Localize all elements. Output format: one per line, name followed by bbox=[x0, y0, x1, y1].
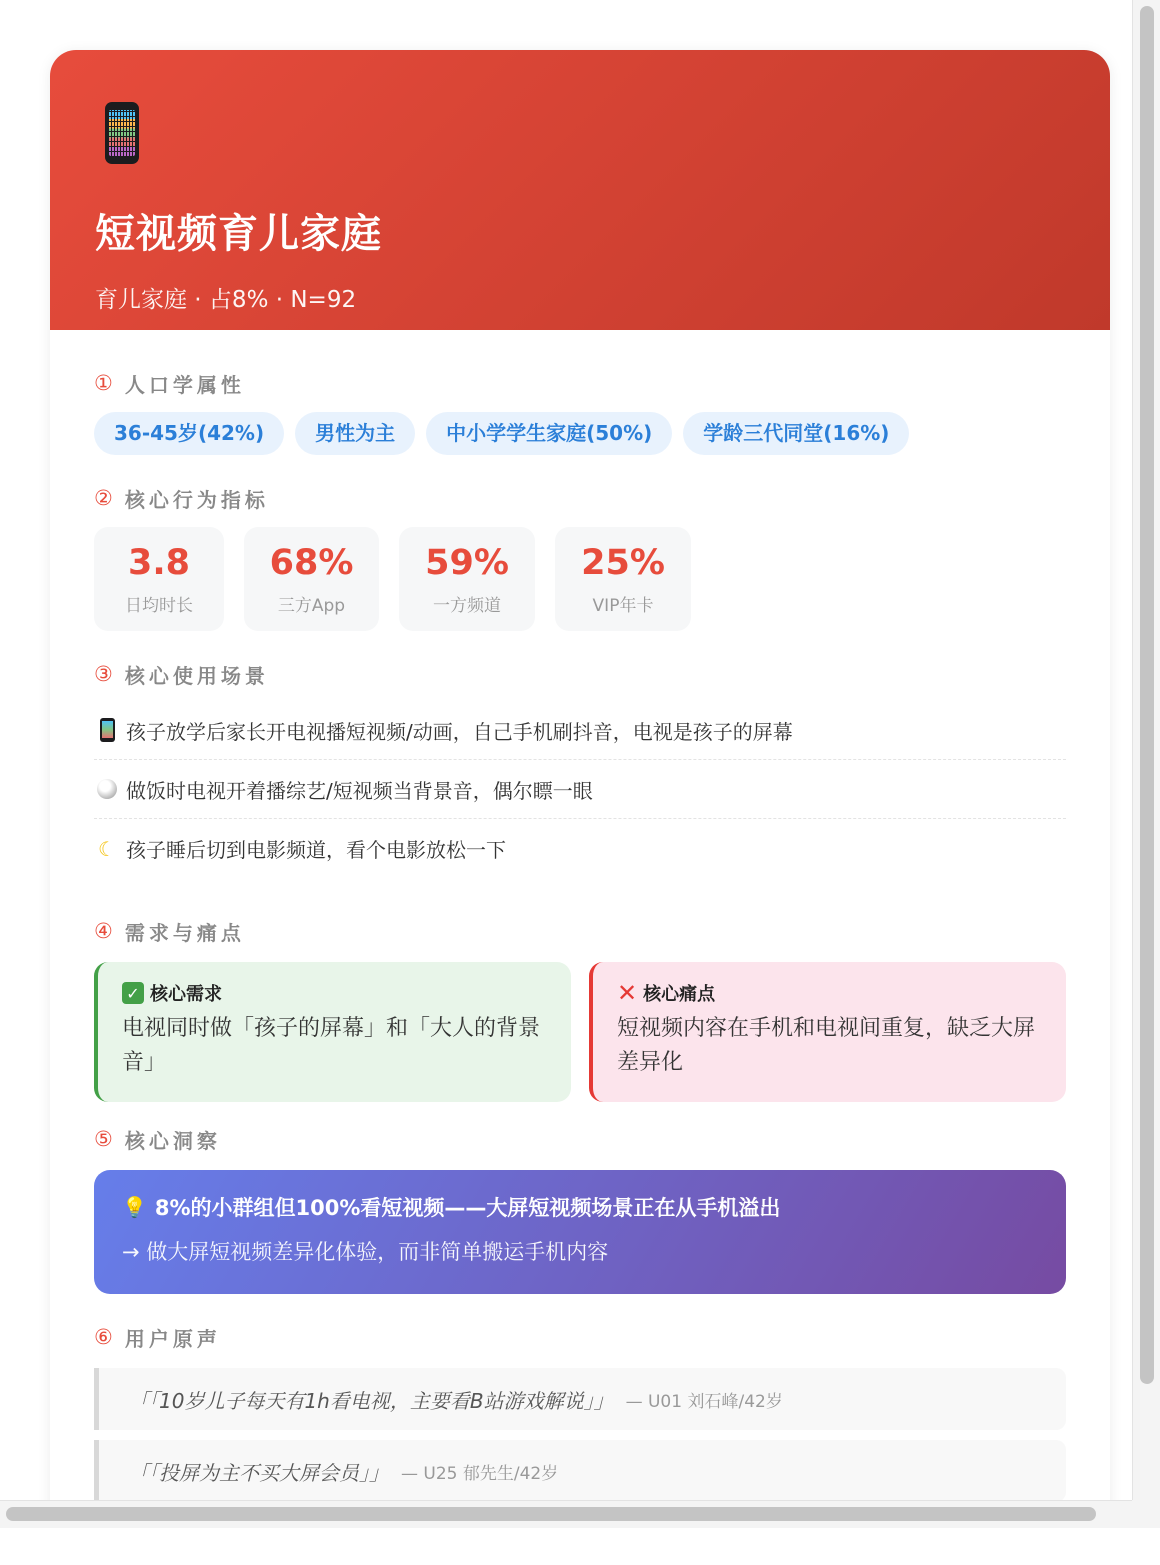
mobile-phone-icon bbox=[94, 718, 120, 742]
persona-subtitle: 育儿家庭 · 占8% · N=92 bbox=[95, 287, 357, 313]
section-title-text: 人口学属性 bbox=[124, 372, 245, 397]
scene-item bbox=[94, 819, 1066, 878]
horizontal-scrollbar-thumb[interactable] bbox=[6, 1507, 1096, 1521]
quote-text: 「「10岁儿子每天有1h看电视，主要看B站游戏解说」」 bbox=[129, 1388, 614, 1413]
quote-author: — U25 郁先生/42岁 bbox=[401, 1463, 559, 1484]
section-title-text: 核心行为指标 bbox=[124, 487, 269, 512]
section-title bbox=[94, 481, 1066, 515]
section-number: ⑥ bbox=[94, 1325, 113, 1349]
insight-action: → 做大屏短视频差异化体验，而非简单搬运手机内容 bbox=[122, 1240, 609, 1264]
section-number: ⑤ bbox=[94, 1127, 113, 1151]
section-title bbox=[94, 1122, 1066, 1156]
mobile-phone-icon bbox=[105, 102, 139, 164]
section-title bbox=[94, 1320, 1066, 1354]
scene-list bbox=[94, 701, 1066, 878]
persona-title: 短视频育儿家庭 bbox=[95, 211, 382, 257]
scene-text: 做饭时电视开着播综艺/短视频当背景音，偶尔瞟一眼 bbox=[126, 778, 593, 803]
demographic-tag: 中小学学生家庭(50%) bbox=[426, 412, 672, 455]
metric-cards bbox=[94, 527, 1066, 631]
pain-point-heading bbox=[617, 980, 1042, 1006]
metric-value: 3.8 bbox=[127, 543, 190, 583]
pain-point-heading-text: 核心痛点 bbox=[643, 984, 716, 1005]
metric-card bbox=[244, 527, 379, 631]
section-metrics bbox=[94, 481, 1066, 631]
scene-item bbox=[94, 760, 1066, 819]
section-number: ② bbox=[94, 486, 113, 510]
quote-author: — U01 刘石峰/42岁 bbox=[625, 1391, 783, 1412]
insight-box bbox=[94, 1170, 1066, 1294]
section-title bbox=[94, 657, 1066, 691]
cross-icon: ✕ bbox=[617, 979, 638, 1007]
scene-text: 孩子睡后切到电影频道，看个电影放松一下 bbox=[126, 838, 506, 862]
scene-item bbox=[94, 701, 1066, 760]
lightbulb-icon: 💡 bbox=[122, 1195, 147, 1219]
pain-point-text: 短视频内容在手机和电视间重复，缺乏大屏差异化 bbox=[617, 1016, 1036, 1075]
user-quote bbox=[94, 1368, 1066, 1430]
vertical-scrollbar-thumb[interactable] bbox=[1140, 6, 1154, 1384]
core-need-panel bbox=[94, 962, 571, 1102]
section-title-text: 核心洞察 bbox=[124, 1128, 221, 1153]
core-need-heading-text: 核心需求 bbox=[150, 984, 222, 1005]
demographic-tag: 学龄三代同堂(16%) bbox=[683, 412, 909, 455]
section-title-text: 核心使用场景 bbox=[124, 663, 269, 688]
section-needs bbox=[94, 914, 1066, 1102]
section-quotes bbox=[94, 1320, 1066, 1500]
metric-label: 三方App bbox=[277, 596, 346, 616]
section-title-text: 用户原声 bbox=[124, 1326, 221, 1351]
quote-text: 「「投屏为主不买大屏会员」」 bbox=[129, 1460, 389, 1485]
section-scenes bbox=[94, 657, 1066, 878]
card-header bbox=[50, 50, 1110, 330]
persona-card bbox=[50, 50, 1110, 1500]
scene-text: 孩子放学后家长开电视播短视频/动画，自己手机刷抖音，电视是孩子的屏幕 bbox=[126, 719, 793, 744]
metric-label: 日均时长 bbox=[125, 596, 193, 616]
section-title-text: 需求与痛点 bbox=[124, 920, 245, 945]
metric-value: 59% bbox=[425, 543, 509, 583]
metric-card bbox=[94, 527, 224, 631]
card-body bbox=[50, 330, 1110, 1500]
needs-panels bbox=[94, 962, 1066, 1102]
section-demographics bbox=[94, 366, 1066, 455]
quote-list bbox=[94, 1368, 1066, 1500]
section-title bbox=[94, 914, 1066, 948]
metric-card bbox=[555, 527, 691, 631]
demographic-tag: 36-45岁(42%) bbox=[94, 412, 284, 455]
user-quote bbox=[94, 1440, 1066, 1500]
section-number: ① bbox=[94, 371, 113, 395]
pain-point-panel bbox=[589, 962, 1066, 1102]
check-icon: ✓ bbox=[122, 982, 144, 1004]
demographic-tag: 男性为主 bbox=[295, 412, 415, 455]
vertical-scrollbar[interactable] bbox=[1132, 0, 1160, 1500]
ball-icon bbox=[94, 779, 120, 799]
scrollbar-corner bbox=[1132, 1500, 1160, 1528]
metric-value: 25% bbox=[581, 543, 665, 583]
metric-label: VIP年卡 bbox=[592, 596, 654, 616]
demographic-tags bbox=[94, 412, 1066, 455]
metric-card bbox=[399, 527, 535, 631]
metric-value: 68% bbox=[269, 543, 354, 583]
core-need-text: 电视同时做「孩子的屏幕」和「大人的背景音」 bbox=[122, 1016, 541, 1075]
moon-icon: ☾ bbox=[98, 836, 116, 861]
section-number: ④ bbox=[94, 919, 113, 943]
horizontal-scrollbar[interactable] bbox=[0, 1500, 1132, 1528]
metric-label: 一方频道 bbox=[433, 596, 501, 616]
section-insight bbox=[94, 1122, 1066, 1294]
insight-headline-text: 8%的小群组但100%看短视频——大屏短视频场景正在从手机溢出 bbox=[154, 1196, 781, 1220]
core-need-heading bbox=[122, 980, 547, 1006]
insight-headline bbox=[122, 1192, 1038, 1222]
section-title bbox=[94, 366, 1066, 400]
section-number: ③ bbox=[94, 662, 113, 686]
